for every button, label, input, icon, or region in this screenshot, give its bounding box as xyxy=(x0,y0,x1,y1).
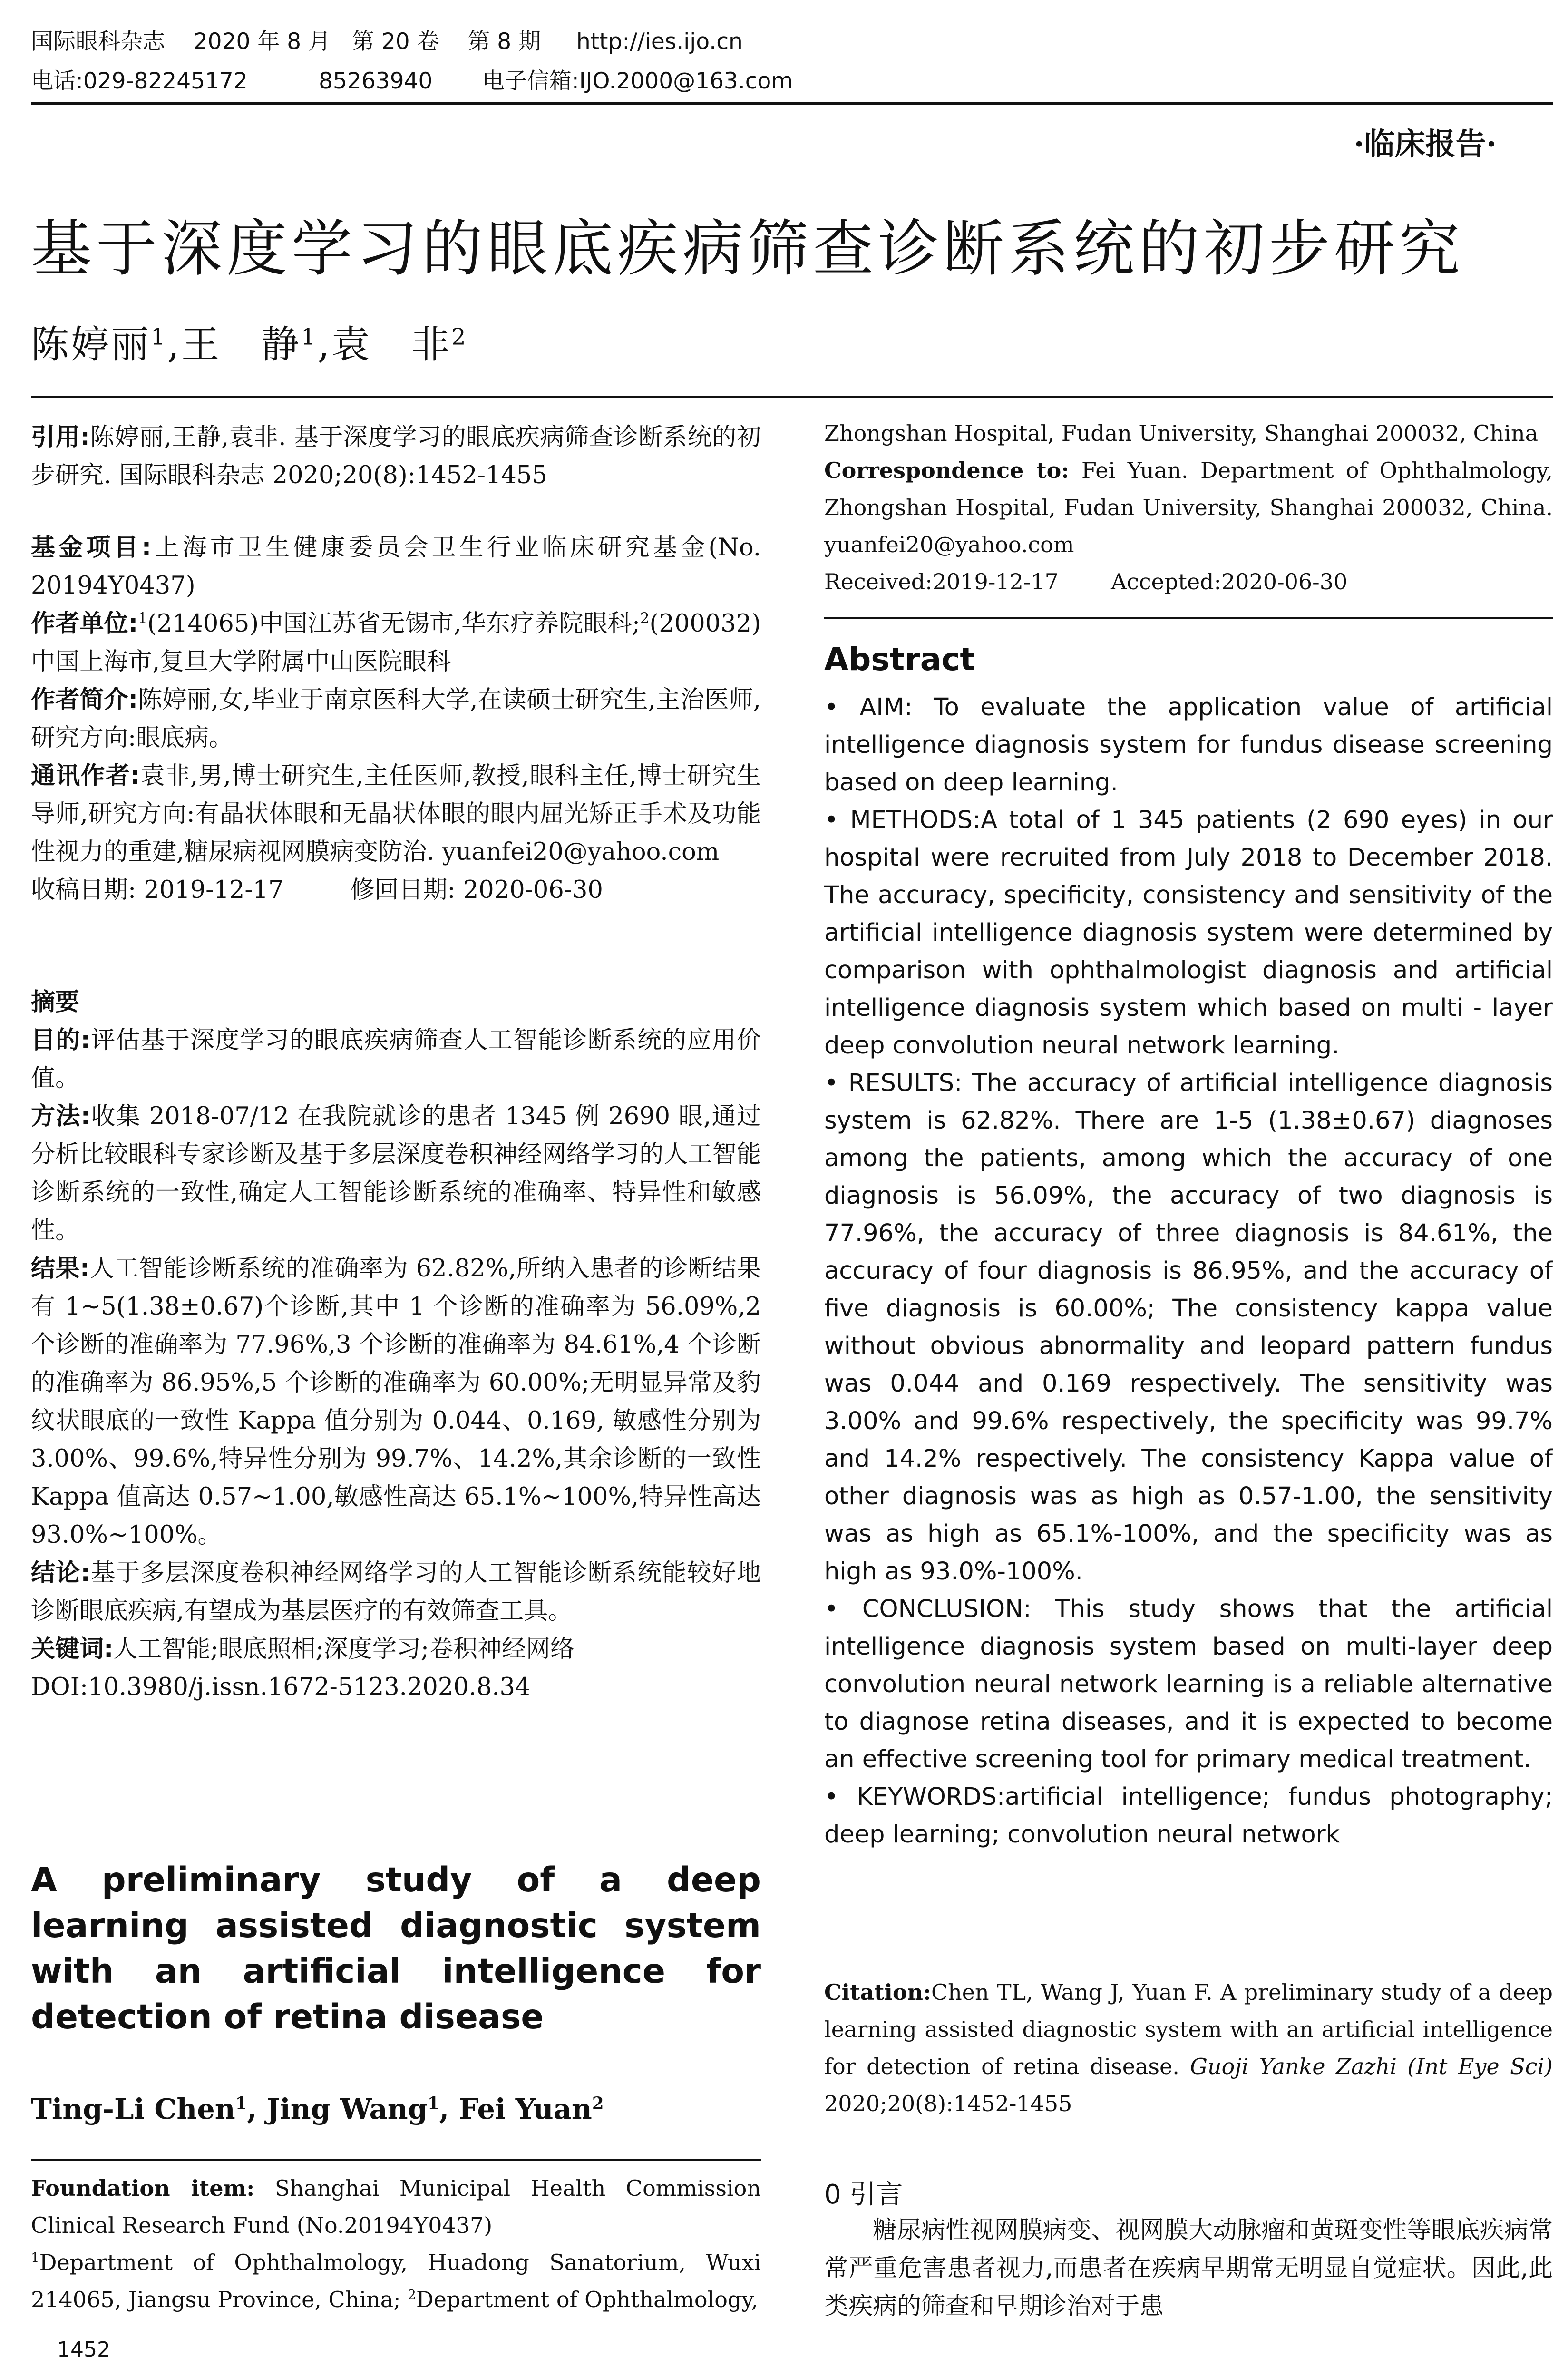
authors-cn: 陈婷丽$^1$,王 静$^1$,袁 非$^2$ xyxy=(31,322,468,367)
citation-en-text: Chen TL, Wang J, Yuan F. A preliminary study of a deep learning assisted diagnostic system with an artificial intelligence for detection of retina disease. xyxy=(824,1979,1553,2079)
author-sep-2: , xyxy=(439,2093,459,2125)
footnote-rule xyxy=(31,2159,761,2161)
methods-en-label: • METHODS: xyxy=(824,806,981,834)
author-1-affil: 1 xyxy=(151,323,167,351)
aim-en-text: To evaluate the application value of artificial intelligence diagnosis system for fundus disease screening based on deep learning. xyxy=(824,693,1553,797)
journal-header-line2: 电话:029-82245172 85263940 电子信箱:IJO.2000@163.com xyxy=(31,68,793,94)
citation-tail: 2020;20(8):1452-1455 xyxy=(824,2091,1072,2116)
citation-cn-label: 引用: xyxy=(31,423,90,451)
kw-en-label: • KEYWORDS: xyxy=(824,1783,1005,1811)
abstract-rule xyxy=(824,617,1553,619)
author-en-1: Ting-Li Chen xyxy=(31,2093,235,2125)
citation-cn-text: 陈婷丽,王静,袁非. 基于深度学习的眼底疾病筛查诊断系统的初步研究. 国际眼科杂志 2020;20(8):1452-1455 xyxy=(31,423,761,489)
article-title-en: A preliminary study of a deep learning assisted diagnostic system with an artificial intelligence for detection of retina disease xyxy=(31,1860,761,2036)
fund-text: 上海市卫生健康委员会卫生行业临床研究基金(No. 20194Y0437) xyxy=(31,534,761,600)
citation-en xyxy=(824,1974,1553,2122)
author-1: 陈婷丽 xyxy=(31,322,151,367)
section-tag: ·临床报告· xyxy=(1354,127,1497,162)
methods-en-text: A total of 1 345 patients (2 690 eyes) in our hospital were recruited from July 2018 to December 2018. The accuracy, specificity, consistency and sensitivity of the artificial intelligence diagnosis system were determined by comparison with ophthalmologist diagnosis and artificial intelligence diagnosis system which based on multi - layer deep convolution neural network learning. xyxy=(824,806,1553,1060)
abstract-en-heading: Abstract xyxy=(824,641,975,678)
title-rule xyxy=(31,396,1553,398)
foundation-label: Foundation item: xyxy=(31,2175,255,2201)
accepted-en: Accepted:2020-06-30 xyxy=(1110,569,1348,594)
corr-text: 袁非,男,博士研究生,主任医师,教授,眼科主任,博士研究生导师,研究方向:有晶状体眼和无晶状体眼的眼内屈光矫正手术及功能性视力的重建,糖尿病视网膜病变防治. yuanfei20@yahoo.com xyxy=(31,762,761,866)
bio-text: 陈婷丽,女,毕业于南京医科大学,在读硕士研究生,主治医师,研究方向:眼底病。 xyxy=(31,686,761,752)
affil-text-1: (214065)中国江苏省无锡市,华东疗养院眼科; xyxy=(147,610,641,638)
intro-body xyxy=(824,2211,1553,2326)
citation-en-label: Citation: xyxy=(824,1979,931,2005)
method-cn-text: 收集 2018-07/12 在我院就诊的患者 1345 例 2690 眼,通过分析比较眼科专家诊断及基于多层深度卷积神经网络学习的人工智能诊断系统的一致性,确定人工智能诊断系统的准确率、特异性和敏感性。 xyxy=(31,1102,761,1245)
header-rule xyxy=(31,102,1553,105)
dept-text-1: Department of Ophthalmology, Huadong Sanatorium, Wuxi 214065, Jiangsu Province, China; xyxy=(31,2250,761,2312)
affil-label: 作者单位: xyxy=(31,610,138,638)
revised-cn: 修回日期: 2020-06-30 xyxy=(350,876,603,904)
dates-en xyxy=(824,563,1553,600)
dept-text-2: Department of Ophthalmology, xyxy=(416,2287,758,2312)
concl-en-label: • CONCLUSION: xyxy=(824,1595,1032,1623)
aim-en-label: • AIM: xyxy=(824,693,913,721)
received-en: Received:2019-12-17 xyxy=(824,569,1059,594)
affil-text-2: (200032)中国上海市,复旦大学附属中山医院眼科 xyxy=(31,610,761,676)
corr-en-text: Fei Yuan. Department of Ophthalmology, Zhongshan Hospital, Fudan University, Shanghai 200032, China. yuanfei20@yahoo.com xyxy=(824,458,1553,557)
author-3-affil: 2 xyxy=(451,323,468,351)
front-matter-cn xyxy=(31,529,761,909)
aim-cn-label: 目的: xyxy=(31,1026,90,1054)
page-number: 1452 xyxy=(57,2338,110,2362)
citation-journal: Guoji Yanke Zazhi (Int Eye Sci) xyxy=(1190,2054,1553,2079)
author-en-2: Jing Wang xyxy=(266,2093,428,2125)
received-cn: 收稿日期: 2019-12-17 xyxy=(31,876,284,904)
author-2-affil: 1 xyxy=(301,323,318,351)
journal-header-line1: 国际眼科杂志 2020 年 8 月 第 20 卷 第 8 期 http://ies.ijo.cn xyxy=(31,29,743,55)
foundation-en xyxy=(31,2170,761,2318)
dates-cn xyxy=(31,871,761,909)
doi: DOI:10.3980/j.issn.1672-5123.2020.8.34 xyxy=(31,1673,531,1701)
method-cn-label: 方法: xyxy=(31,1102,91,1130)
author-en-1-affil: 1 xyxy=(235,2094,247,2114)
author-2: 王 静 xyxy=(181,322,301,367)
result-cn-text: 人工智能诊断系统的准确率为 62.82%,所纳入患者的诊断结果有 1~5(1.38±0.67)个诊断,其中 1 个诊断的准确率为 56.09%,2 个诊断的准确率为 77.96%,3 个诊断的准确率为 84.61%,4 个诊断的准确率为 86.95%,5 个诊断的准确率为 60.00%;无明显异常及豹纹状眼底的一致性 Kappa 值分别为 0.044、0.169, 敏感性分别为 3.00%、99.6%,特异性分别为 99.7%、14.2%,其余诊断的一致性 Kappa 值高达 0.57~1.00,敏感性高达 65.1%~100%,特异性高达 93.0%~100%。 xyxy=(31,1255,761,1549)
dept-sup-1: 1 xyxy=(31,2250,39,2266)
bio-label: 作者简介: xyxy=(31,686,138,714)
kw-en-text: artificial intelligence; fundus photography; deep learning; convolution neural network xyxy=(824,1783,1553,1849)
author-en-3: Fei Yuan xyxy=(458,2093,592,2125)
abstract-cn-heading: 摘要 xyxy=(31,988,80,1016)
corr-en-label: Correspondence to: xyxy=(824,458,1070,483)
results-en-label: • RESULTS: xyxy=(824,1069,963,1097)
author-en-2-affil: 1 xyxy=(427,2094,439,2114)
kw-cn-label: 关键词: xyxy=(31,1635,114,1663)
affil-sup-2: 2 xyxy=(640,610,650,627)
foundation-text: Shanghai Municipal Health Commission Clinical Research Fund (No.20194Y0437) xyxy=(31,2175,761,2238)
intro-heading: 0 引言 xyxy=(824,2179,903,2210)
author-en-3-affil: 2 xyxy=(592,2094,604,2114)
correspondence-en xyxy=(824,415,1553,600)
result-cn-label: 结果: xyxy=(31,1255,90,1283)
author-sep-1: , xyxy=(247,2093,267,2125)
intro-text: 糖尿病性视网膜病变、视网膜大动脉瘤和黄斑变性等眼底疾病常常严重危害患者视力,而患者在疾病早期常无明显自觉症状。因此,此类疾病的筛查和早期诊治对于患 xyxy=(824,2216,1553,2320)
concl-cn-label: 结论: xyxy=(31,1559,90,1587)
corr-label: 通讯作者: xyxy=(31,762,140,790)
author-3: 袁 非 xyxy=(331,322,451,367)
results-en-text: The accuracy of artificial intelligence diagnosis system is 62.82%. There are 1-5 (1.38±0.67) diagnoses among the patients, among which the accuracy of one diagnosis is 56.09%, the accuracy of two diagnosis is 77.96%, the accuracy of three diagnosis is 84.61%, the accuracy of four diagnosis is 86.95%, and the accuracy of five diagnosis is 60.00%; The consistency kappa value without obvious abnormality and leopard pattern fundus was 0.044 and 0.169 respectively. The sensitivity was 3.00% and 99.6% respectively, the specificity was 99.7% and 14.2% respectively. The consistency Kappa value of other diagnosis was as high as 0.57-1.00, the sensitivity was as high as 65.1%-100%, and the specificity was as high as 93.0%-100%. xyxy=(824,1069,1553,1586)
dept-sup-2: 2 xyxy=(408,2287,416,2303)
kw-cn-text: 人工智能;眼底照相;深度学习;卷积神经网络 xyxy=(113,1635,575,1663)
aim-cn-text: 评估基于深度学习的眼底疾病筛查人工智能诊断系统的应用价值。 xyxy=(31,1026,761,1092)
authors-en xyxy=(31,2093,761,2125)
citation-cn xyxy=(31,419,761,495)
concl-en-text: This study shows that the artificial intelligence diagnosis system based on multi-layer deep convolution neural network learning is a reliable alternative to diagnose retina diseases, and it is expected to become an effective screening tool for primary medical treatment. xyxy=(824,1595,1553,1773)
affil-sup-1: 1 xyxy=(138,610,147,627)
affil-cont-en: Zhongshan Hospital, Fudan University, Shanghai 200032, China xyxy=(824,420,1539,446)
abstract-en xyxy=(824,689,1553,1853)
fund-label: 基金项目: xyxy=(31,534,152,562)
concl-cn-text: 基于多层深度卷积神经网络学习的人工智能诊断系统能较好地诊断眼底疾病,有望成为基层医疗的有效筛查工具。 xyxy=(31,1559,761,1625)
abstract-cn xyxy=(31,984,761,1706)
article-title-cn: 基于深度学习的眼底疾病筛查诊断系统的初步研究 xyxy=(31,214,1465,284)
